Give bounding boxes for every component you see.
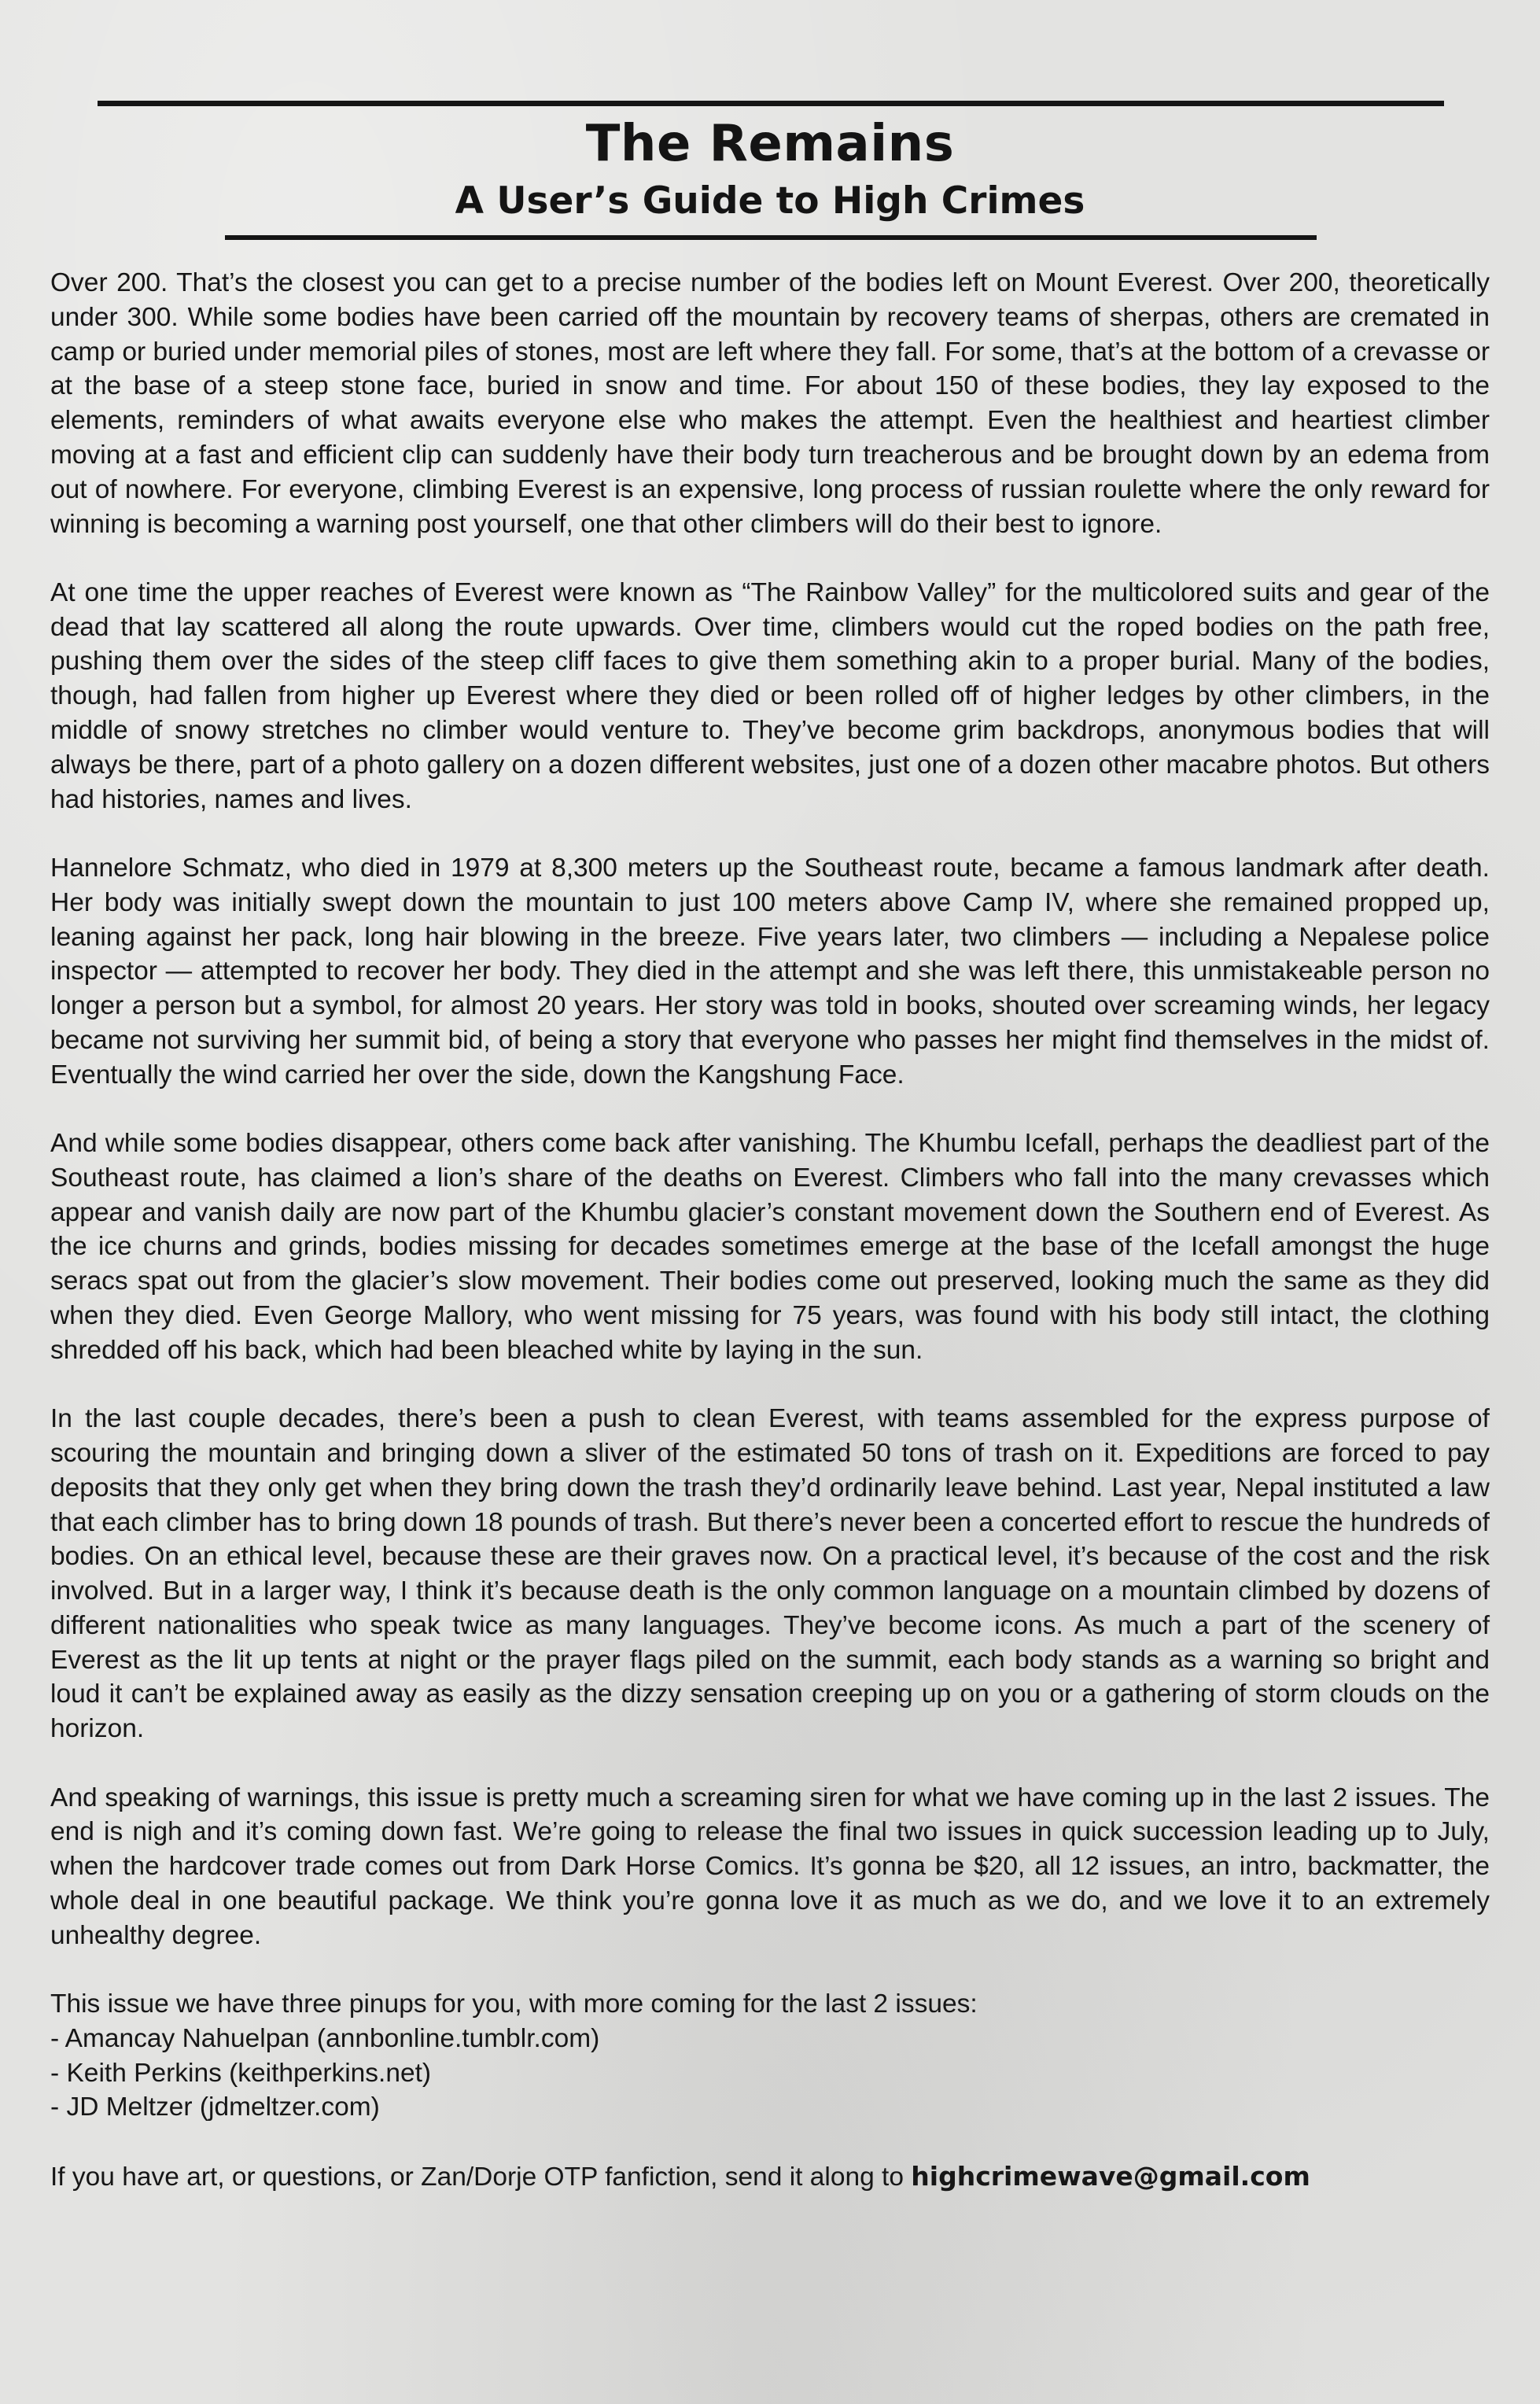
pinups-list: [50, 1987, 1490, 2125]
paragraph-5: In the last couple decades, there’s been a push to clean Everest, with teams assembled for the express purpose of scouring the mountain and bringing down a sliver of the estimated 50 tons of trash on it. Expeditions are forced to pay deposits that they only get when they bring down the trash they’d ordinarily leave behind. Last year, Nepal instituted a law that each climber has to bring down 18 pounds of trash. But there’s never been a concerted effort to rescue the hundreds of bodies. On an ethical level, because these are their graves now. On a practical level, it’s because of the cost and the risk involved. But in a larger way, I think it’s because death is the only common language on a mountain climbed by dozens of different nationalities who speak twice as many languages. They’ve become icons. As much a part of the scenery of Everest as the lit up tents at night or the prayer flags piled on the summit, each body stands as a warning so bright and loud it can’t be explained away as easily as the dizzy sensation creeping up on you or a gathering of storm clouds on the horizon.: [50, 1404, 1490, 1744]
header-rule-bottom: [225, 235, 1317, 240]
pinups-intro: This issue we have three pinups for you, with more coming for the last 2 issues:: [50, 1989, 978, 2019]
pinup-item: - JD Meltzer (jdmeltzer.com): [50, 2092, 380, 2122]
pinup-item: - Amancay Nahuelpan (annbonline.tumblr.com): [50, 2023, 600, 2053]
closing-text: If you have art, or questions, or Zan/Dorje OTP fanfiction, send it along to: [50, 2162, 912, 2192]
header-rule-top: [98, 101, 1444, 106]
contact-email: highcrimewave@gmail.com: [911, 2160, 1310, 2192]
paragraph-2: At one time the upper reaches of Everest were known as “The Rainbow Valley” for the multicolored suits and gear of the dead that lay scattered all along the route upwards. Over time, climbers would cut the roped bodies on the path free, pushing them over the sides of the steep cliff faces to give them something akin to a proper burial. Many of the bodies, though, had fallen from higher up Everest where they died or been rolled off of higher ledges by other climbers, in the middle of snowy stretches no climber would venture to. They’ve become grim backdrops, anonymous bodies that will always be there, part of a photo gallery on a dozen different websites, just one of a dozen other macabre photos. But others had histories, names and lives.: [50, 577, 1490, 814]
page-subtitle: A User’s Guide to High Crimes: [455, 179, 1085, 223]
article-body: [50, 266, 1490, 2195]
pinup-item: - Keith Perkins (keithperkins.net): [50, 2058, 432, 2088]
paragraph-1: Over 200. That’s the closest you can get to a precise number of the bodies left on Mount Everest. Over 200, theoretically under 300. While some bodies have been carried off the mountain by recovery teams of sherpas, others are cremated in camp or buried under memorial piles of stones, most are left where they fall. For some, that’s at the bottom of a crevasse or at the base of a steep stone face, buried in snow and time. For about 150 of these bodies, they lay exposed to the elements, reminders of what awaits everyone else who makes the attempt. Even the healthiest and heartiest climber moving at a fast and efficient clip can suddenly have their body turn treacherous and be brought down by an edema from out of nowhere. For everyone, climbing Everest is an expensive, long process of russian roulette where the only reward for winning is becoming a warning post yourself, one that other climbers will do their best to ignore.: [50, 268, 1490, 539]
paragraph-6: And speaking of warnings, this issue is pretty much a screaming siren for what we have coming up in the last 2 issues. The end is nigh and it’s coming down fast. We’re going to release the final two issues in quick succession leading up to July, when the hardcover trade comes out from Dark Horse Comics. It’s gonna be $20, all 12 issues, an intro, backmatter, the whole deal in one beautiful package. We think you’re gonna love it as much as we do, and we love it to an extremely unhealthy degree.: [50, 1783, 1490, 1950]
page-title: The Remains: [585, 115, 955, 173]
paragraph-3: Hannelore Schmatz, who died in 1979 at 8,300 meters up the Southeast route, became a famous landmark after death. Her body was initially swept down the mountain to just 100 meters above Camp IV, where she remained propped up, leaning against her pack, long hair blowing in the breeze. Five years later, two climbers — including a Nepalese police inspector — attempted to recover her body. They died in the attempt and she was left there, this unmistakeable person no longer a person but a symbol, for almost 20 years. Her story was told in books, shouted over screaming winds, her legacy became not surviving her summit bid, of being a story that everyone who passes her might find themselves in the midst of. Eventually the wind carried her over the side, down the Kangshung Face.: [50, 853, 1490, 1090]
closing-line: [50, 2159, 1490, 2195]
paragraph-4: And while some bodies disappear, others come back after vanishing. The Khumbu Icefall, perhaps the deadliest part of the Southeast route, has claimed a lion’s share of the deaths on Everest. Climbers who fall into the many crevasses which appear and vanish daily are now part of the Khumbu glacier’s constant movement down the Southern end of Everest. As the ice churns and grinds, bodies missing for decades sometimes emerge at the base of the Icefall amongst the huge seracs spat out from the glacier’s slow movement. Their bodies come out preserved, looking much the same as they did when they died. Even George Mallory, who went missing for 75 years, was found with his body still intact, the clothing shredded off his back, which had been bleached white by laying in the sun.: [50, 1129, 1490, 1365]
